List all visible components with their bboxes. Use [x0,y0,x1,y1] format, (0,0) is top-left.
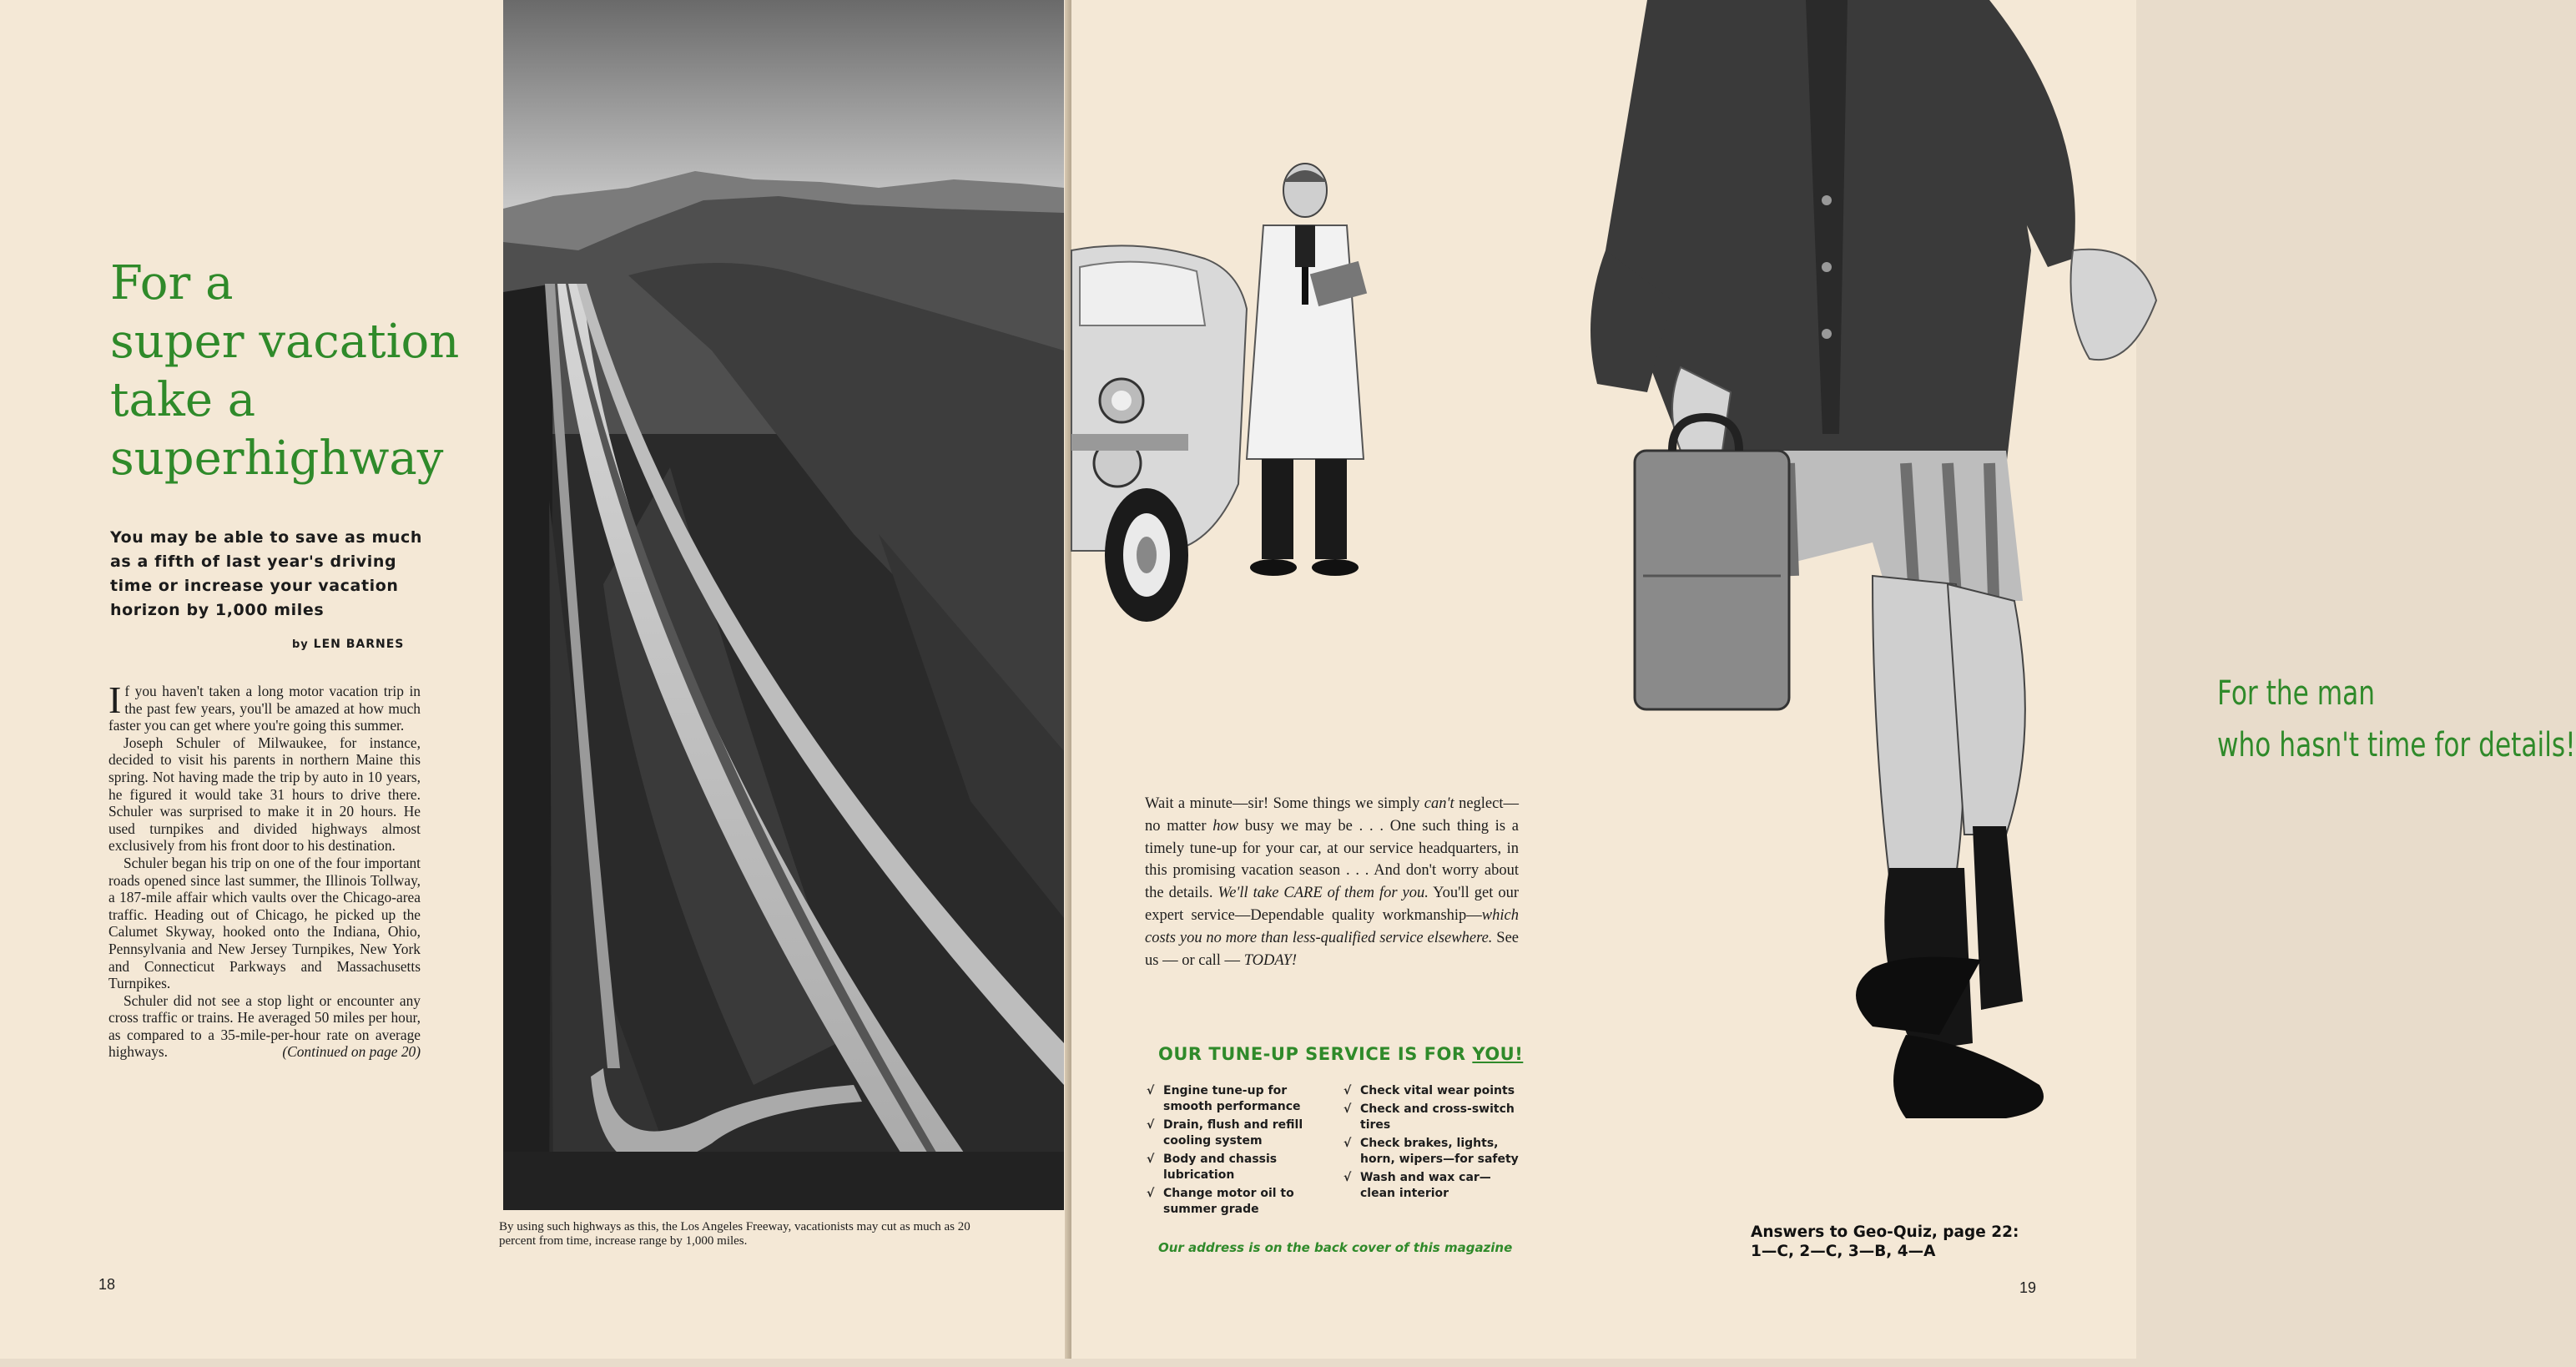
ad-text: busy we may be . . . One such thing is a timely tune-up for your car, at our service headquarters, in this promising vacation season . . . And don't worry about the details. [1145,817,1519,902]
checklist-left [1147,1083,1322,1220]
checklist-item-text: Check and cross-switch tires [1360,1102,1515,1132]
ad-headline [2217,668,2576,771]
ad-text: Wait a minute—sir! Some things we simply [1145,795,1424,812]
article-byline [292,638,404,651]
check-mark-icon: √ [1147,1084,1155,1097]
ad-headline-line: For the man [2217,674,2376,713]
article-deck: You may be able to save as much as a fifth of last year's driving time or increase your vacation horizon by 1,000 miles [110,528,423,619]
headline-line: superhighway [110,431,444,486]
check-mark-icon: √ [1343,1171,1352,1184]
check-mark-icon: √ [1147,1118,1155,1132]
checklist-item [1343,1102,1519,1133]
headline-line: super vacation [110,315,460,369]
drop-cap: I [108,678,122,721]
ad-headline-line: who hasn't time for details! [2217,726,2576,764]
geo-quiz-answers [1751,1223,2019,1261]
checklist-item-text: Check vital wear points [1360,1084,1515,1097]
freeway-photo-image [503,0,1064,1210]
headline-line: For a [110,256,234,310]
byline-name: LEN BARNES [313,638,405,651]
answers-title: Answers to Geo-Quiz, page 22: [1751,1223,2019,1241]
ad-text: See us — or call — [1145,929,1519,969]
checklist-item [1343,1136,1519,1168]
ad-emphasis: how [1212,817,1239,835]
article-headline [110,255,494,488]
ad-text: neglect—no matter [1145,795,1519,835]
address-note: Our address is on the back cover of this magazine [1158,1240,1513,1255]
ad-emphasis: We'll take CARE of them for you. [1217,885,1429,902]
article-paragraph: Schuler began his trip on one of the four important roads opened since last summer, the Illinois Tollway, a 187-mile affair which vaults over the Chicago-area traffic. Heading out of Chicago, he picked up the Calumet Skyway, hooked onto the Indiana, Ohio, Pennsylvania and New Jersey Turnpikes, New York and Connecticut Parkways and Massachusetts Turnpikes. [108,854,421,992]
article-paragraph [108,678,421,734]
checklist-item [1147,1152,1322,1183]
article-paragraph: Joseph Schuler of Milwaukee, for instance, decided to visit his parents in northern Maine this spring. Not having made the trip by auto in 10 years, he figured it would take 31 hours to drive there. Schuler was surprised to make it in 20 hours. He used turnpikes and divided highways almost exclusively from his front door to his destination. [108,734,421,855]
man-in-shorts-photo [1405,0,2073,1152]
headline-line: take a [110,373,256,427]
checklist-item [1147,1186,1322,1218]
paragraph-text: Schuler did not see a stop light or encounter any cross traffic or trains. He averaged 50 miles per hour, as compared to a 35-mile-per-hour rate on average highways. [108,991,421,1061]
check-mark-icon: √ [1343,1084,1352,1097]
left-page [0,0,1071,1359]
ad-emphasis: can't [1424,795,1454,812]
check-mark-icon: √ [1147,1187,1155,1200]
checklist-item-text: Engine tune-up for smooth performance [1163,1084,1301,1113]
freeway-aerial-photo [503,0,1064,1210]
paragraph-text: f you haven't taken a long motor vacation trip in the past few years, you'll be amazed at how much faster you can get where you're going this summer. [108,683,421,734]
page-number: 19 [2019,1279,2037,1296]
checklist-item [1147,1117,1322,1149]
checklist-item [1343,1170,1519,1202]
tune-up-title-text: OUR TUNE-UP SERVICE IS FOR [1158,1044,1466,1064]
ad-emphasis: TODAY! [1243,951,1298,969]
tune-up-you: YOU! [1472,1044,1524,1064]
mechanic-photo [1222,159,1389,593]
continued-note: (Continued on page 20) [282,1043,421,1061]
checklist-item-text: Change motor oil to summer grade [1163,1187,1294,1216]
check-mark-icon: √ [1147,1153,1155,1166]
photo-caption: By using such highways as this, the Los Angeles Freeway, vacationists may cut as much as 20 percent from time, increase range by 1,000 miles. [499,1220,970,1248]
checklist-item [1147,1083,1322,1115]
ad-text: You'll get our expert service—Dependable quality workmanship— [1145,885,1519,924]
ad-body-copy [1145,793,1519,971]
check-mark-icon: √ [1343,1102,1352,1116]
article-body [108,678,421,1061]
ad-emphasis: which costs you no more than less-qualified service elsewhere. [1145,906,1519,946]
byline-prefix: by [292,638,309,651]
checklist-right [1343,1083,1519,1204]
page-number: 18 [98,1276,116,1293]
article-paragraph [108,992,421,1061]
checklist-item-text: Body and chassis lubrication [1163,1153,1278,1182]
checklist-item-text: Check brakes, lights, horn, wipers—for safety [1360,1137,1519,1166]
check-mark-icon: √ [1343,1137,1352,1150]
checklist-item-text: Drain, flush and refill cooling system [1163,1118,1303,1148]
answers-values: 1—C, 2—C, 3—B, 4—A [1751,1243,1936,1260]
checklist-item [1343,1083,1519,1099]
right-page [1071,0,2576,1359]
tune-up-title [1158,1044,1523,1064]
checklist-item-text: Wash and wax car—clean interior [1360,1171,1491,1200]
